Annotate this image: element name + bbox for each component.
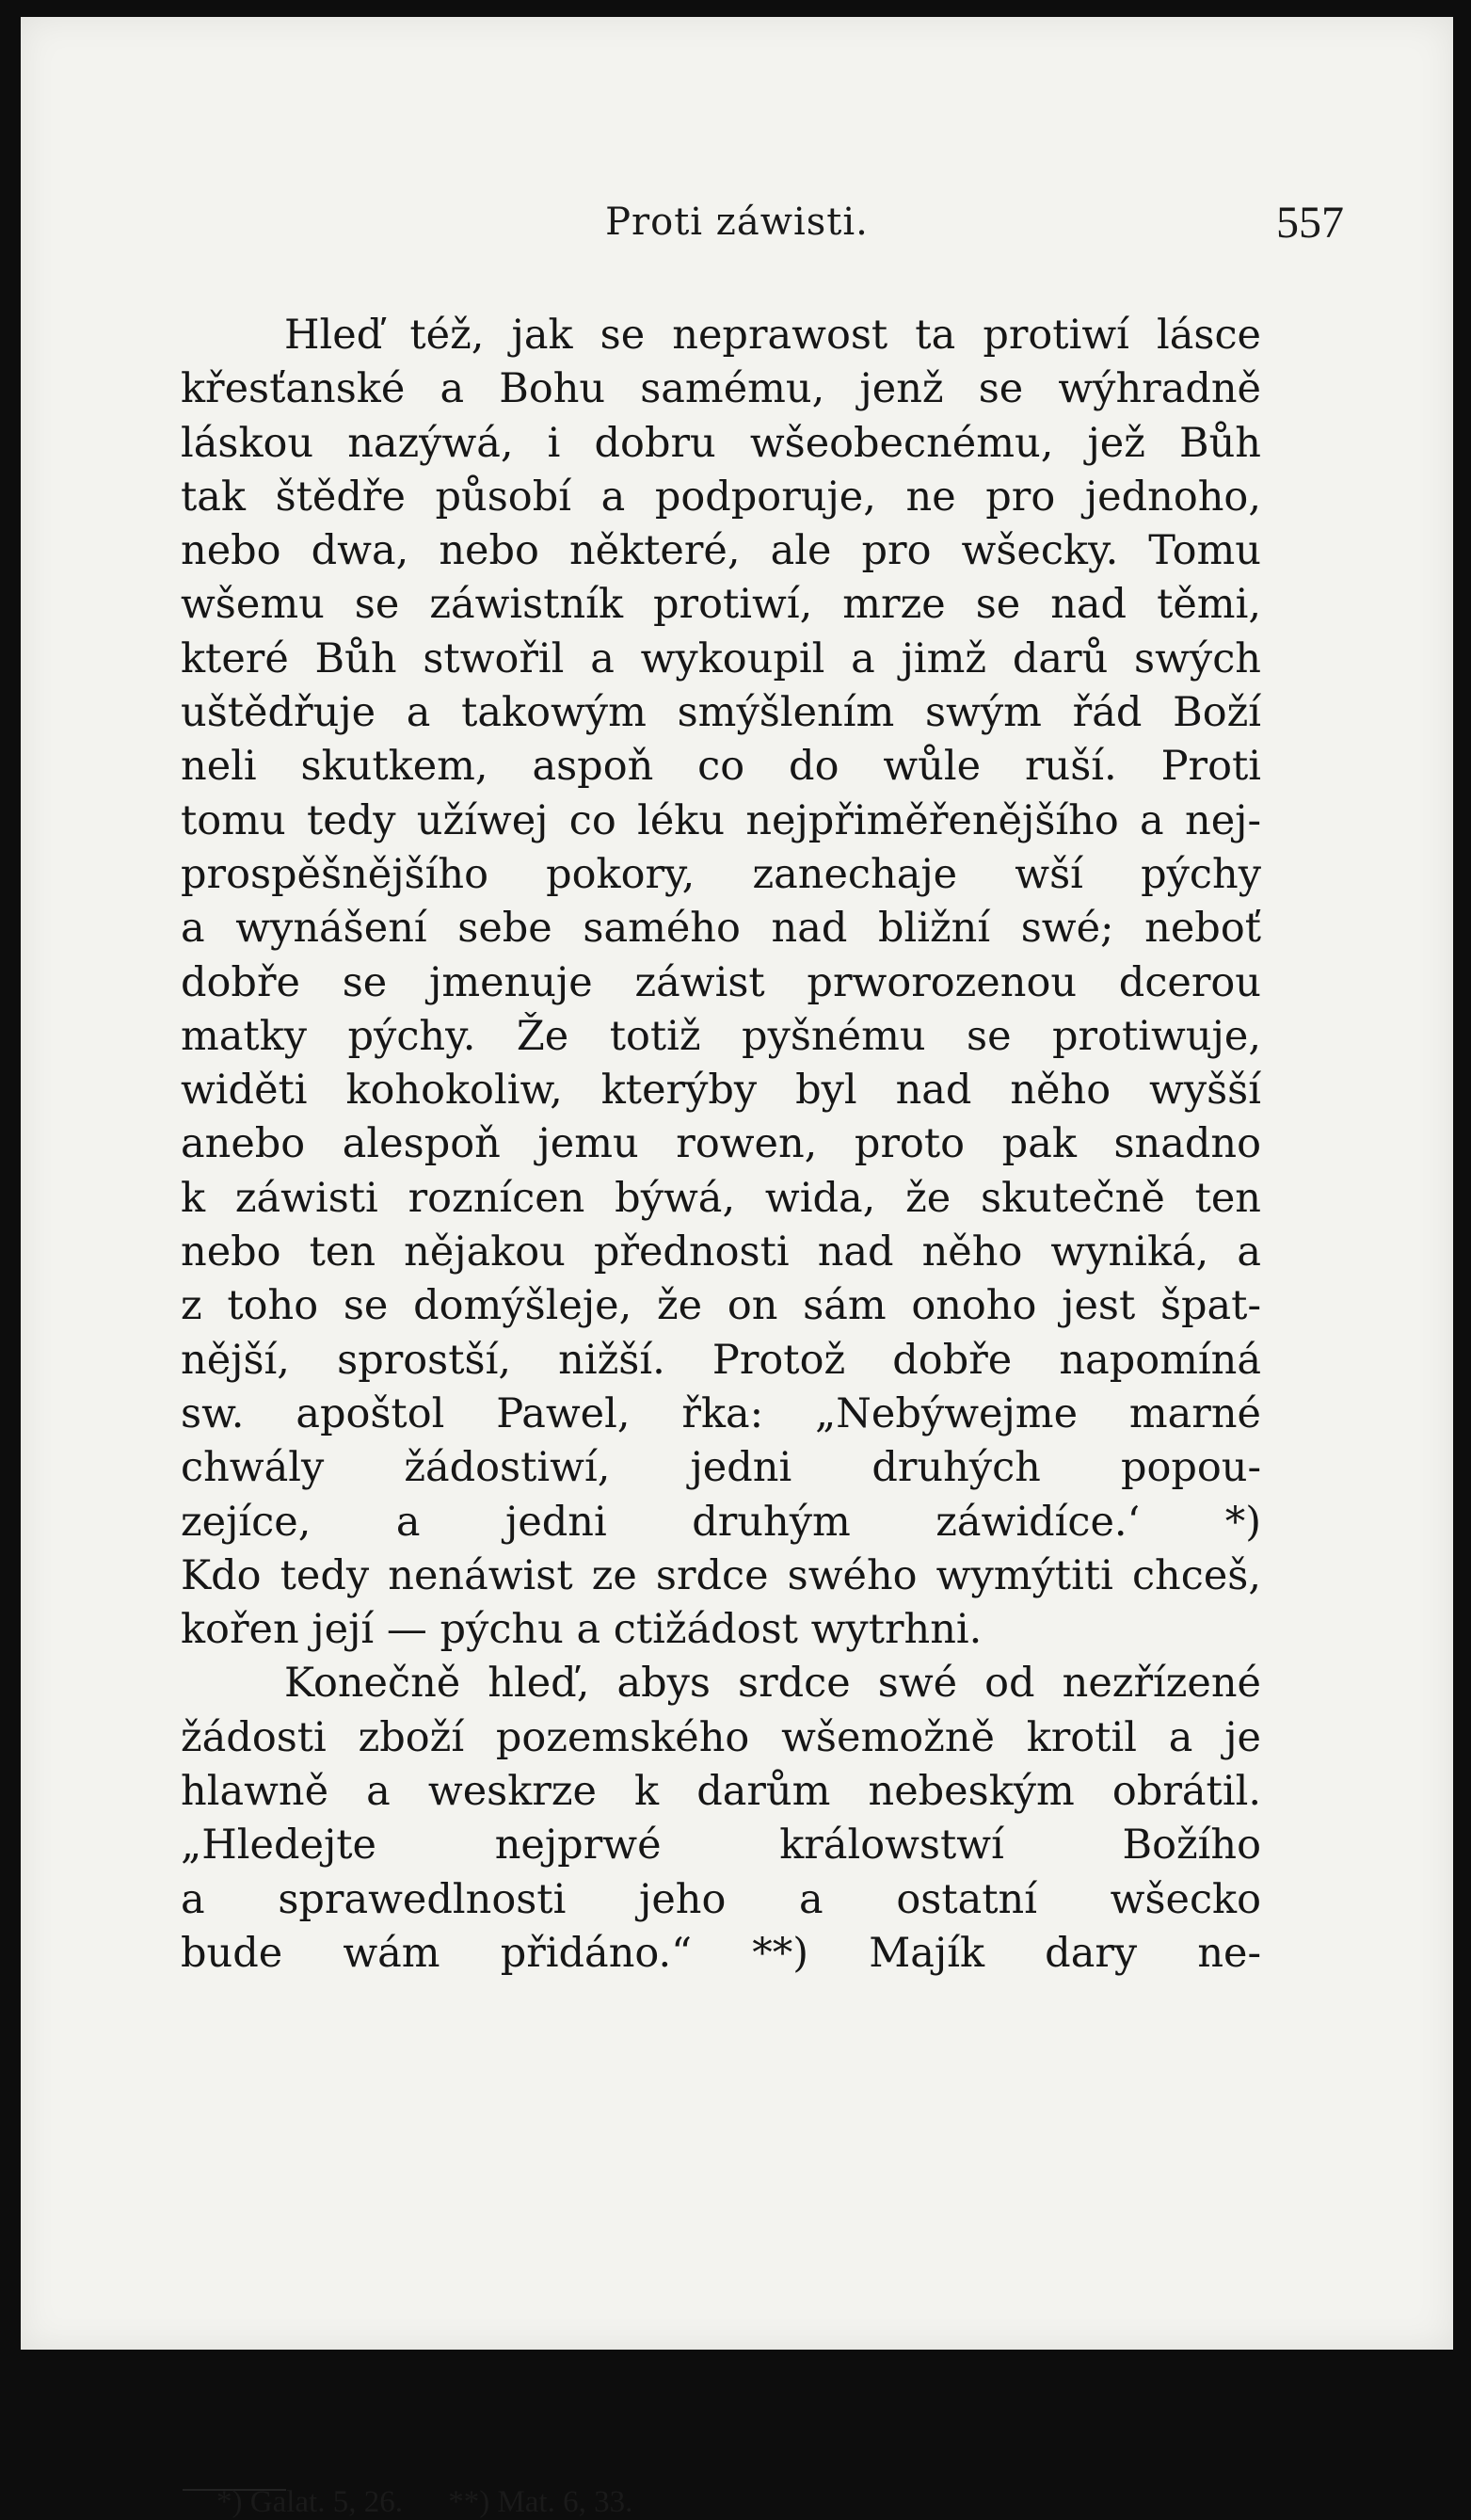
text-line: dobře se jmenuje záwist prworozenou dcerou [181, 958, 1261, 1006]
text-line: nější, sprostší, nižší. Protož dobře napomíná [181, 1336, 1261, 1384]
text-line: hlawně a weskrze k darům nebeským obrátil. [181, 1768, 1261, 1816]
text-line: „Hledejte nejprwé králowstwí Božího [181, 1822, 1261, 1870]
text-line: chwály žádostiwí, jedni druhých popou- [181, 1444, 1261, 1492]
text-line: bude wám přidáno.“ **) Majík dary ne- [181, 1929, 1261, 1977]
text-line: sw. apoštol Pawel, řka: „Nebýwejme marné [181, 1389, 1261, 1437]
text-line: tak štědře působí a podporuje, ne pro jednoho, [181, 473, 1261, 521]
text-line: prospěšnějšího pokory, zanechaje wší pýchy [181, 850, 1261, 898]
body-text [181, 309, 1261, 1981]
text-line: wšemu se záwistník protiwí, mrze se nad těmi, [181, 581, 1261, 629]
text-line: matky pýchy. Že totiž pyšnému se protiwuje, [181, 1012, 1261, 1060]
text-line: widěti kohokoliw, kterýby byl nad něho wyšší [181, 1067, 1261, 1115]
text-line: uštědřuje a takowým smýšlením swým řád Boží [181, 689, 1261, 737]
book-page [21, 17, 1453, 2350]
text-line: láskou nazýwá, i dobru wšeobecnému, jež Bůh [181, 419, 1261, 467]
text-line: anebo alespoň jemu rowen, proto pak snadno [181, 1120, 1261, 1168]
text-line: nebo ten nějakou přednosti nad něho wyniká, a [181, 1228, 1261, 1276]
text-line: Konečně hleď, abys srdce swé od nezřízené [284, 1660, 1261, 1708]
text-line: kořen její — pýchu a ctižádost wytrhni. [181, 1606, 983, 1654]
text-line: Hleď též, jak se neprawost ta protiwí lásce [284, 312, 1261, 359]
text-line: tomu tedy užíwej co léku nejpřiměřenějšího a nej- [181, 796, 1261, 844]
text-line: které Bůh stwořil a wykoupil a jimž darů swých [181, 634, 1261, 682]
footnote: **) Mat. 6, 33. [448, 2485, 633, 2519]
running-head: Proti záwisti. [605, 201, 869, 244]
footnotes [216, 2485, 670, 2520]
text-line: a wynášení sebe samého nad bližní swé; neboť [181, 905, 1261, 953]
text-line: z toho se domýšleje, že on sám onoho jest špat- [181, 1282, 1261, 1330]
text-line: k záwisti roznícen býwá, wida, že skutečně ten [181, 1174, 1261, 1222]
page-header [21, 198, 1453, 257]
text-line: žádosti zboží pozemského wšemožně krotil a je [181, 1713, 1261, 1761]
text-line: neli skutkem, aspoň co do wůle ruší. Proti [181, 743, 1261, 791]
text-line: křesťanské a Bohu samému, jenž se wýhradně [181, 365, 1261, 413]
footnote: *) Galat. 5, 26. [216, 2485, 403, 2519]
text-line: a sprawedlnosti jeho a ostatní wšecko [181, 1875, 1261, 1923]
text-line: Kdo tedy nenáwist ze srdce swého wymýtiti chceš, [181, 1551, 1261, 1599]
text-line: nebo dwa, nebo některé, ale pro wšecky. Tomu [181, 527, 1261, 575]
page-number: 557 [1276, 198, 1344, 248]
text-line: zejíce, a jedni druhým záwidíce.‘ *) [181, 1498, 1261, 1546]
